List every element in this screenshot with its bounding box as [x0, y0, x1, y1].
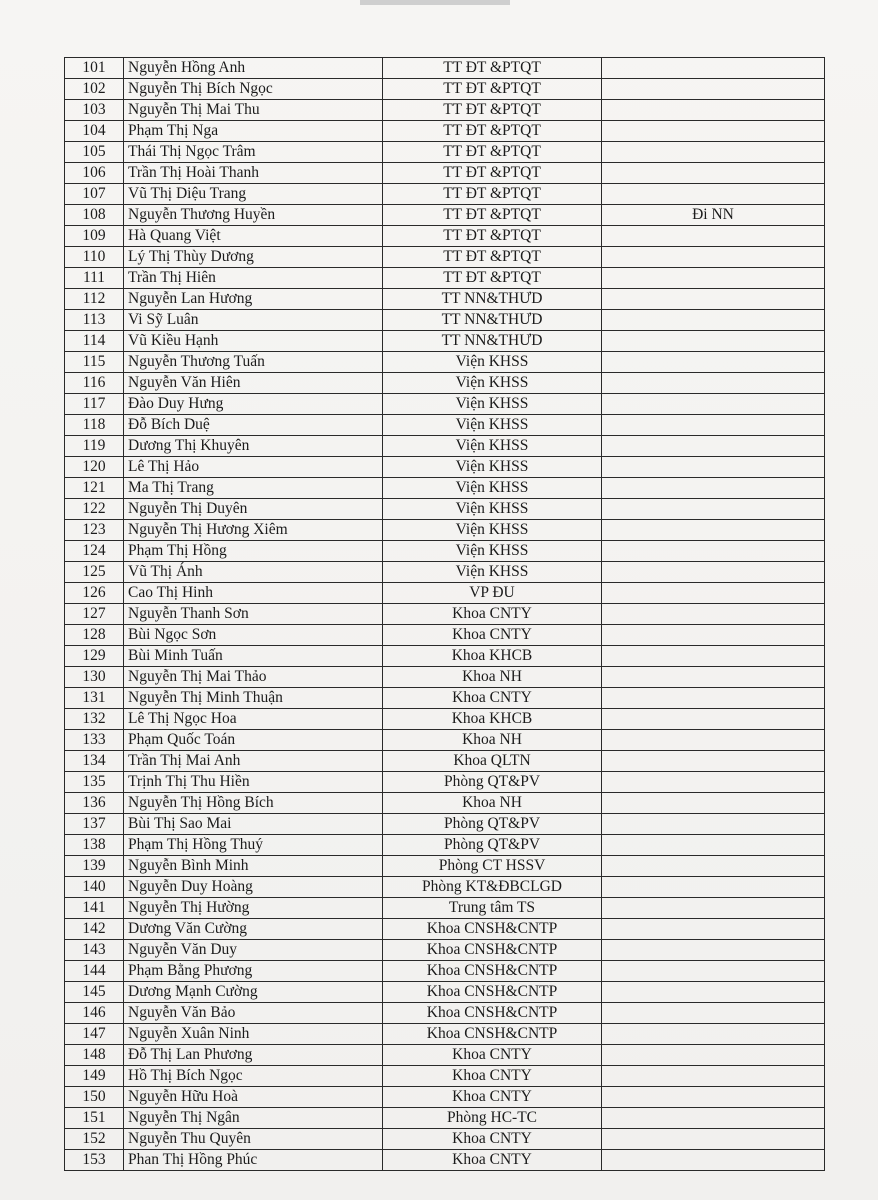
department: Viện KHSS: [383, 436, 602, 457]
department: Viện KHSS: [383, 373, 602, 394]
table-row: [65, 667, 825, 688]
person-name: Trần Thị Mai Anh: [124, 751, 383, 772]
row-number: 142: [65, 919, 124, 940]
table-row: [65, 226, 825, 247]
department: Viện KHSS: [383, 562, 602, 583]
table-row: [65, 1003, 825, 1024]
row-number: 122: [65, 499, 124, 520]
department: Phòng CT HSSV: [383, 856, 602, 877]
note: [602, 604, 825, 625]
person-name: Nguyễn Thanh Sơn: [124, 604, 383, 625]
department: Khoa CNTY: [383, 688, 602, 709]
row-number: 127: [65, 604, 124, 625]
row-number: 126: [65, 583, 124, 604]
person-name: Vũ Thị Diệu Trang: [124, 184, 383, 205]
table-row: [65, 751, 825, 772]
table-row: [65, 331, 825, 352]
department: Khoa CNTY: [383, 1066, 602, 1087]
person-name: Nguyễn Duy Hoàng: [124, 877, 383, 898]
note: [602, 226, 825, 247]
row-number: 108: [65, 205, 124, 226]
table-row: [65, 961, 825, 982]
department: Viện KHSS: [383, 499, 602, 520]
person-name: Vũ Kiều Hạnh: [124, 331, 383, 352]
row-number: 121: [65, 478, 124, 499]
department: Viện KHSS: [383, 415, 602, 436]
person-name: Lê Thị Hảo: [124, 457, 383, 478]
row-number: 116: [65, 373, 124, 394]
row-number: 129: [65, 646, 124, 667]
note: [602, 163, 825, 184]
table-row: [65, 268, 825, 289]
note: [602, 1150, 825, 1171]
row-number: 139: [65, 856, 124, 877]
table-row: [65, 352, 825, 373]
row-number: 115: [65, 352, 124, 373]
note: [602, 373, 825, 394]
table-row: [65, 835, 825, 856]
row-number: 151: [65, 1108, 124, 1129]
table-row: [65, 1066, 825, 1087]
row-number: 111: [65, 268, 124, 289]
person-name: Phan Thị Hồng Phúc: [124, 1150, 383, 1171]
department: Khoa CNTY: [383, 604, 602, 625]
person-name: Nguyễn Thị Duyên: [124, 499, 383, 520]
note: [602, 520, 825, 541]
row-number: 143: [65, 940, 124, 961]
person-name: Nguyễn Thị Mai Thu: [124, 100, 383, 121]
row-number: 141: [65, 898, 124, 919]
person-name: Vi Sỹ Luân: [124, 310, 383, 331]
table-row: [65, 1024, 825, 1045]
person-name: Nguyễn Thương Tuấn: [124, 352, 383, 373]
person-name: Phạm Thị Hồng: [124, 541, 383, 562]
row-number: 128: [65, 625, 124, 646]
table-row: [65, 478, 825, 499]
row-number: 135: [65, 772, 124, 793]
row-number: 152: [65, 1129, 124, 1150]
table-row: [65, 163, 825, 184]
row-number: 104: [65, 121, 124, 142]
table-row: [65, 940, 825, 961]
department: Khoa CNSH&CNTP: [383, 961, 602, 982]
person-name: Nguyễn Thị Hồng Bích: [124, 793, 383, 814]
note: [602, 1066, 825, 1087]
department: Phòng KT&ĐBCLGD: [383, 877, 602, 898]
person-name: Phạm Quốc Toán: [124, 730, 383, 751]
note: [602, 247, 825, 268]
row-number: 148: [65, 1045, 124, 1066]
person-name: Nguyễn Thị Hường: [124, 898, 383, 919]
person-name: Nguyễn Xuân Ninh: [124, 1024, 383, 1045]
department: Khoa NH: [383, 667, 602, 688]
row-number: 123: [65, 520, 124, 541]
row-number: 101: [65, 58, 124, 79]
person-name: Dương Thị Khuyên: [124, 436, 383, 457]
note: [602, 478, 825, 499]
table-row: [65, 310, 825, 331]
department: Trung tâm TS: [383, 898, 602, 919]
row-number: 131: [65, 688, 124, 709]
person-name: Trần Thị Hiên: [124, 268, 383, 289]
note: [602, 751, 825, 772]
table-row: [65, 1045, 825, 1066]
note: [602, 793, 825, 814]
table-row: [65, 625, 825, 646]
note: [602, 1108, 825, 1129]
table-row: [65, 415, 825, 436]
note: [602, 1087, 825, 1108]
row-number: 102: [65, 79, 124, 100]
person-name: Nguyễn Lan Hương: [124, 289, 383, 310]
note: [602, 835, 825, 856]
note: [602, 142, 825, 163]
row-number: 144: [65, 961, 124, 982]
person-name: Vũ Thị Ánh: [124, 562, 383, 583]
table-row: [65, 709, 825, 730]
person-name: Đỗ Thị Lan Phương: [124, 1045, 383, 1066]
department: Phòng QT&PV: [383, 835, 602, 856]
row-number: 146: [65, 1003, 124, 1024]
row-number: 149: [65, 1066, 124, 1087]
row-number: 103: [65, 100, 124, 121]
person-name: Nguyễn Thị Minh Thuận: [124, 688, 383, 709]
note: [602, 79, 825, 100]
table-row: [65, 898, 825, 919]
person-name: Trần Thị Hoài Thanh: [124, 163, 383, 184]
note: [602, 982, 825, 1003]
row-number: 120: [65, 457, 124, 478]
note: [602, 394, 825, 415]
row-number: 119: [65, 436, 124, 457]
department: TT ĐT &PTQT: [383, 184, 602, 205]
note: [602, 688, 825, 709]
table-row: [65, 1087, 825, 1108]
department: TT ĐT &PTQT: [383, 205, 602, 226]
note: [602, 667, 825, 688]
note: [602, 268, 825, 289]
department: Khoa CNTY: [383, 1150, 602, 1171]
table-row: [65, 184, 825, 205]
note: [602, 499, 825, 520]
department: Viện KHSS: [383, 520, 602, 541]
row-number: 133: [65, 730, 124, 751]
note: [602, 1024, 825, 1045]
note: [602, 331, 825, 352]
table-row: [65, 562, 825, 583]
row-number: 117: [65, 394, 124, 415]
person-name: Nguyễn Thương Huyền: [124, 205, 383, 226]
person-name: Lý Thị Thùy Dương: [124, 247, 383, 268]
person-name: Thái Thị Ngọc Trâm: [124, 142, 383, 163]
row-number: 150: [65, 1087, 124, 1108]
note: [602, 940, 825, 961]
table-row: [65, 457, 825, 478]
row-number: 112: [65, 289, 124, 310]
person-name: Nguyễn Thị Bích Ngọc: [124, 79, 383, 100]
department: Khoa CNSH&CNTP: [383, 1003, 602, 1024]
table-row: [65, 541, 825, 562]
table-row: [65, 394, 825, 415]
note: [602, 856, 825, 877]
row-number: 113: [65, 310, 124, 331]
person-name: Nguyễn Hữu Hoà: [124, 1087, 383, 1108]
note: [602, 919, 825, 940]
row-number: 137: [65, 814, 124, 835]
table-row: [65, 688, 825, 709]
note: [602, 625, 825, 646]
scan-edge-mark: [360, 0, 510, 5]
table-row: [65, 100, 825, 121]
table-row: [65, 121, 825, 142]
department: TT ĐT &PTQT: [383, 163, 602, 184]
department: TT NN&THƯD: [383, 331, 602, 352]
department: Khoa KHCB: [383, 646, 602, 667]
table-row: [65, 289, 825, 310]
note: [602, 184, 825, 205]
table-row: [65, 58, 825, 79]
table-row: [65, 79, 825, 100]
note: [602, 541, 825, 562]
note: [602, 814, 825, 835]
person-name: Phạm Bằng Phương: [124, 961, 383, 982]
person-name: Nguyễn Thị Mai Thảo: [124, 667, 383, 688]
department: Phòng HC-TC: [383, 1108, 602, 1129]
department: Viện KHSS: [383, 457, 602, 478]
note: [602, 289, 825, 310]
person-name: Lê Thị Ngọc Hoa: [124, 709, 383, 730]
note: [602, 562, 825, 583]
department: Phòng QT&PV: [383, 772, 602, 793]
department: Khoa CNSH&CNTP: [383, 1024, 602, 1045]
row-number: 145: [65, 982, 124, 1003]
person-name: Phạm Thị Nga: [124, 121, 383, 142]
staff-table: [64, 57, 825, 1171]
note: [602, 646, 825, 667]
row-number: 134: [65, 751, 124, 772]
person-name: Nguyễn Văn Duy: [124, 940, 383, 961]
department: Viện KHSS: [383, 478, 602, 499]
person-name: Nguyễn Văn Hiên: [124, 373, 383, 394]
note: [602, 310, 825, 331]
table-row: [65, 772, 825, 793]
note: [602, 1003, 825, 1024]
staff-table-body: [65, 58, 825, 1171]
note: [602, 709, 825, 730]
row-number: 125: [65, 562, 124, 583]
row-number: 124: [65, 541, 124, 562]
department: TT ĐT &PTQT: [383, 79, 602, 100]
department: TT ĐT &PTQT: [383, 121, 602, 142]
department: Phòng QT&PV: [383, 814, 602, 835]
row-number: 109: [65, 226, 124, 247]
person-name: Trịnh Thị Thu Hiền: [124, 772, 383, 793]
row-number: 138: [65, 835, 124, 856]
person-name: Dương Văn Cường: [124, 919, 383, 940]
table-row: [65, 583, 825, 604]
row-number: 147: [65, 1024, 124, 1045]
table-row: [65, 793, 825, 814]
row-number: 153: [65, 1150, 124, 1171]
department: Khoa NH: [383, 730, 602, 751]
row-number: 106: [65, 163, 124, 184]
person-name: Nguyễn Thu Quyên: [124, 1129, 383, 1150]
note: [602, 898, 825, 919]
department: TT ĐT &PTQT: [383, 142, 602, 163]
person-name: Nguyễn Thị Hương Xiêm: [124, 520, 383, 541]
note: [602, 1129, 825, 1150]
table-row: [65, 604, 825, 625]
department: TT ĐT &PTQT: [383, 268, 602, 289]
person-name: Nguyễn Văn Bảo: [124, 1003, 383, 1024]
person-name: Bùi Ngọc Sơn: [124, 625, 383, 646]
row-number: 118: [65, 415, 124, 436]
table-row: [65, 982, 825, 1003]
row-number: 110: [65, 247, 124, 268]
department: TT ĐT &PTQT: [383, 100, 602, 121]
row-number: 114: [65, 331, 124, 352]
department: Khoa QLTN: [383, 751, 602, 772]
department: Viện KHSS: [383, 394, 602, 415]
person-name: Dương Mạnh Cường: [124, 982, 383, 1003]
note: [602, 772, 825, 793]
department: Khoa KHCB: [383, 709, 602, 730]
department: Khoa CNSH&CNTP: [383, 982, 602, 1003]
person-name: Hồ Thị Bích Ngọc: [124, 1066, 383, 1087]
table-row: [65, 856, 825, 877]
department: Khoa CNTY: [383, 1045, 602, 1066]
department: TT ĐT &PTQT: [383, 247, 602, 268]
person-name: Ma Thị Trang: [124, 478, 383, 499]
department: Viện KHSS: [383, 352, 602, 373]
note: [602, 457, 825, 478]
table-row: [65, 142, 825, 163]
person-name: Đào Duy Hưng: [124, 394, 383, 415]
department: TT ĐT &PTQT: [383, 226, 602, 247]
person-name: Phạm Thị Hồng Thuý: [124, 835, 383, 856]
table-row: [65, 1108, 825, 1129]
department: Khoa CNTY: [383, 1129, 602, 1150]
table-row: [65, 436, 825, 457]
note: [602, 961, 825, 982]
person-name: Nguyễn Thị Ngân: [124, 1108, 383, 1129]
note: [602, 100, 825, 121]
note: [602, 58, 825, 79]
row-number: 105: [65, 142, 124, 163]
person-name: Bùi Minh Tuấn: [124, 646, 383, 667]
department: Khoa CNTY: [383, 625, 602, 646]
table-row: [65, 520, 825, 541]
table-row: [65, 919, 825, 940]
person-name: Đỗ Bích Duệ: [124, 415, 383, 436]
department: Khoa CNTY: [383, 1087, 602, 1108]
department: VP ĐU: [383, 583, 602, 604]
note: [602, 583, 825, 604]
table-row: [65, 814, 825, 835]
note: Đi NN: [602, 205, 825, 226]
person-name: Bùi Thị Sao Mai: [124, 814, 383, 835]
note: [602, 877, 825, 898]
person-name: Hà Quang Việt: [124, 226, 383, 247]
department: Viện KHSS: [383, 541, 602, 562]
row-number: 136: [65, 793, 124, 814]
note: [602, 121, 825, 142]
row-number: 130: [65, 667, 124, 688]
table-row: [65, 1129, 825, 1150]
note: [602, 436, 825, 457]
table-row: [65, 646, 825, 667]
table-row: [65, 877, 825, 898]
department: Khoa CNSH&CNTP: [383, 919, 602, 940]
department: TT ĐT &PTQT: [383, 58, 602, 79]
table-row: [65, 730, 825, 751]
table-row: [65, 373, 825, 394]
department: TT NN&THƯD: [383, 310, 602, 331]
table-row: [65, 247, 825, 268]
department: TT NN&THƯD: [383, 289, 602, 310]
row-number: 132: [65, 709, 124, 730]
person-name: Nguyễn Hồng Anh: [124, 58, 383, 79]
note: [602, 730, 825, 751]
department: Khoa CNSH&CNTP: [383, 940, 602, 961]
table-row: [65, 499, 825, 520]
person-name: Cao Thị Hinh: [124, 583, 383, 604]
person-name: Nguyễn Bình Minh: [124, 856, 383, 877]
row-number: 107: [65, 184, 124, 205]
note: [602, 415, 825, 436]
table-row: [65, 205, 825, 226]
department: Khoa NH: [383, 793, 602, 814]
note: [602, 352, 825, 373]
note: [602, 1045, 825, 1066]
row-number: 140: [65, 877, 124, 898]
table-row: [65, 1150, 825, 1171]
